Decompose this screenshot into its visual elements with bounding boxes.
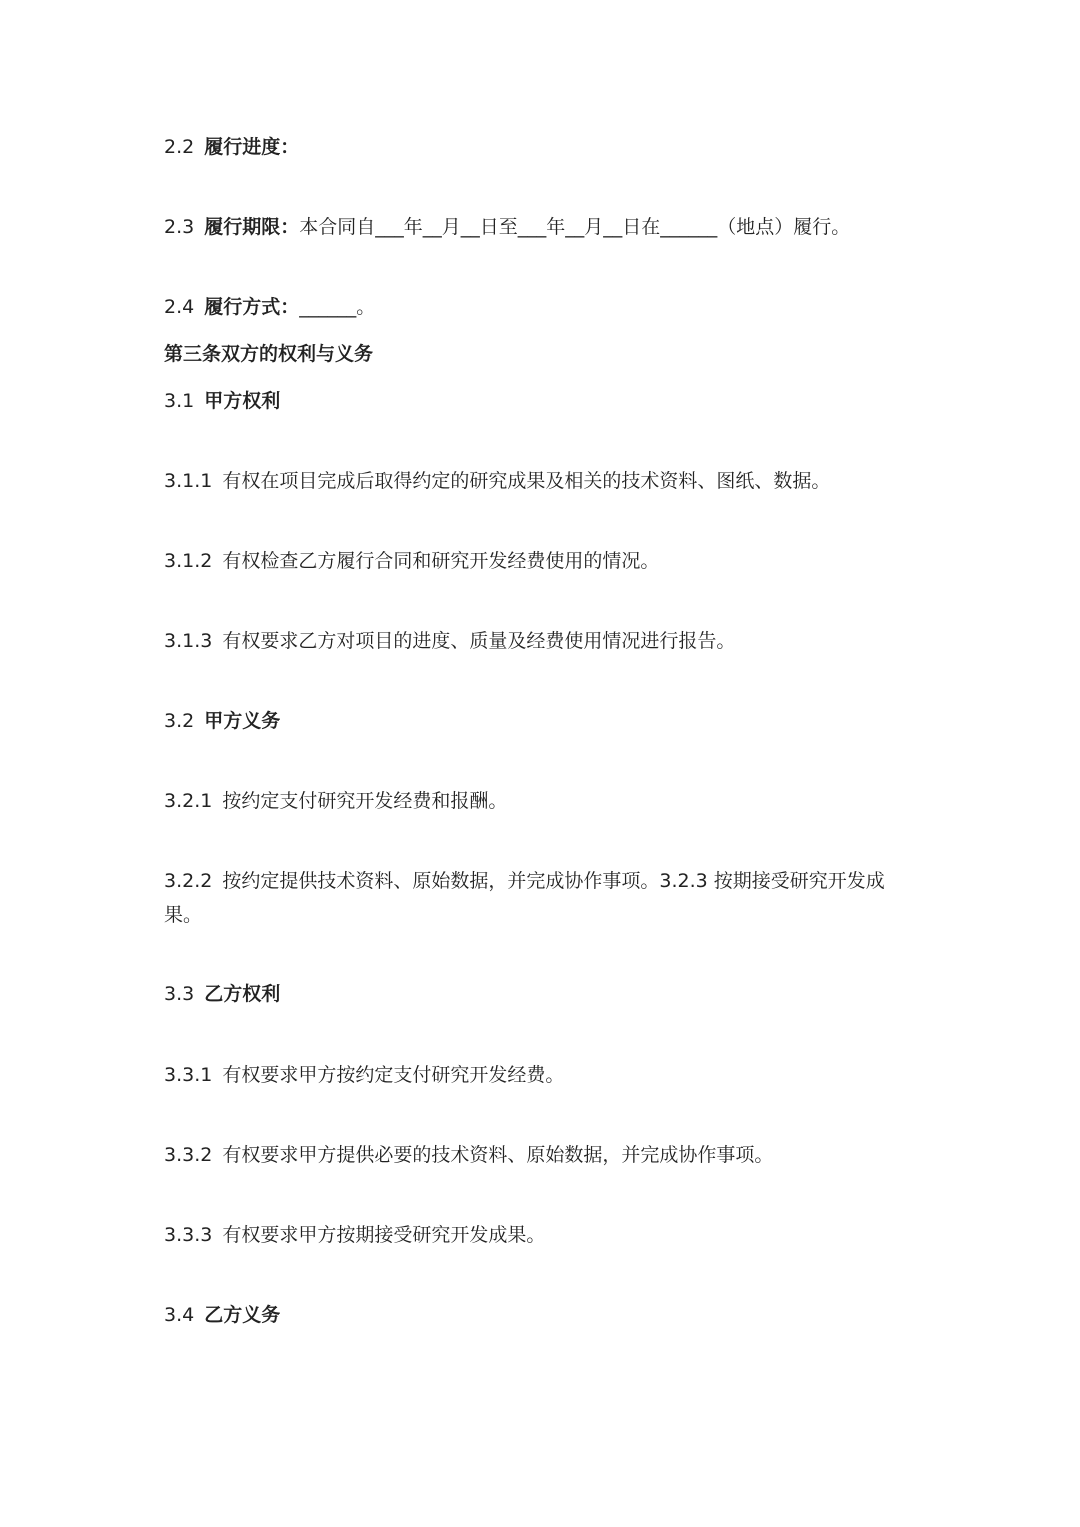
clause-label: 履行进度： [204, 136, 300, 158]
clause-text: 有权要求甲方按期接受研究开发成果。 [222, 1224, 546, 1246]
clause-label: 甲方权利 [204, 390, 281, 412]
clause-number: 3.3 [164, 983, 195, 1005]
clause-label: 履行期限： [204, 216, 300, 238]
clause-2-3 [164, 210, 924, 244]
clause-number: 3.3.3 [164, 1224, 213, 1246]
clause-text: 按约定支付研究开发经费和报酬。 [222, 790, 508, 812]
clause-3-1 [164, 384, 924, 418]
clause-number: 3.2 [164, 710, 195, 732]
clause-text: 按约定提供技术资料、原始数据，并完成协作事项。3.2.3 按期接受研究开发成果。 [164, 870, 885, 926]
clause-2-2 [164, 130, 924, 164]
clause-text: 有权要求甲方按约定支付研究开发经费。 [222, 1064, 565, 1086]
clause-number: 2.3 [164, 216, 195, 238]
clause-text: 有权要求甲方提供必要的技术资料、原始数据，并完成协作事项。 [222, 1144, 774, 1166]
clause-number: 3.1.3 [164, 630, 213, 652]
clause-3-1-3 [164, 624, 924, 658]
clause-label: 乙方义务 [204, 1304, 281, 1326]
clause-label: 履行方式： [204, 296, 300, 318]
clause-number: 3.2.1 [164, 790, 213, 812]
clause-number: 3.3.1 [164, 1064, 213, 1086]
clause-label: 乙方权利 [204, 983, 281, 1005]
clause-2-4 [164, 290, 924, 324]
clause-text: 本合同自___年__月__日至___年__月__日在______（地点）履行。 [299, 216, 851, 238]
clause-3-3-1 [164, 1058, 924, 1092]
clause-3-1-1 [164, 464, 924, 498]
clause-3-3-2 [164, 1138, 924, 1172]
clause-text: 有权要求乙方对项目的进度、质量及经费使用情况进行报告。 [222, 630, 736, 652]
clause-number: 3.1 [164, 390, 195, 412]
clause-3-1-2 [164, 544, 924, 578]
clause-3-2-1 [164, 784, 924, 818]
clause-label: 甲方义务 [204, 710, 281, 732]
clause-3-2 [164, 704, 924, 738]
clause-number: 3.3.2 [164, 1144, 213, 1166]
clause-3-3 [164, 977, 924, 1011]
article-3-title: 第三条双方的权利与义务 [164, 343, 374, 365]
clause-3-2-2 [164, 864, 909, 932]
clause-text: ______。 [299, 296, 376, 318]
clause-number: 3.4 [164, 1304, 195, 1326]
clause-3-3-3 [164, 1218, 924, 1252]
clause-number: 2.4 [164, 296, 195, 318]
clause-number: 3.1.1 [164, 470, 213, 492]
clause-3-4 [164, 1298, 924, 1332]
clause-number: 3.1.2 [164, 550, 213, 572]
clause-number: 3.2.2 [164, 870, 213, 892]
clause-number: 2.2 [164, 136, 195, 158]
clause-text: 有权在项目完成后取得约定的研究成果及相关的技术资料、图纸、数据。 [222, 470, 831, 492]
clause-text: 有权检查乙方履行合同和研究开发经费使用的情况。 [222, 550, 660, 572]
